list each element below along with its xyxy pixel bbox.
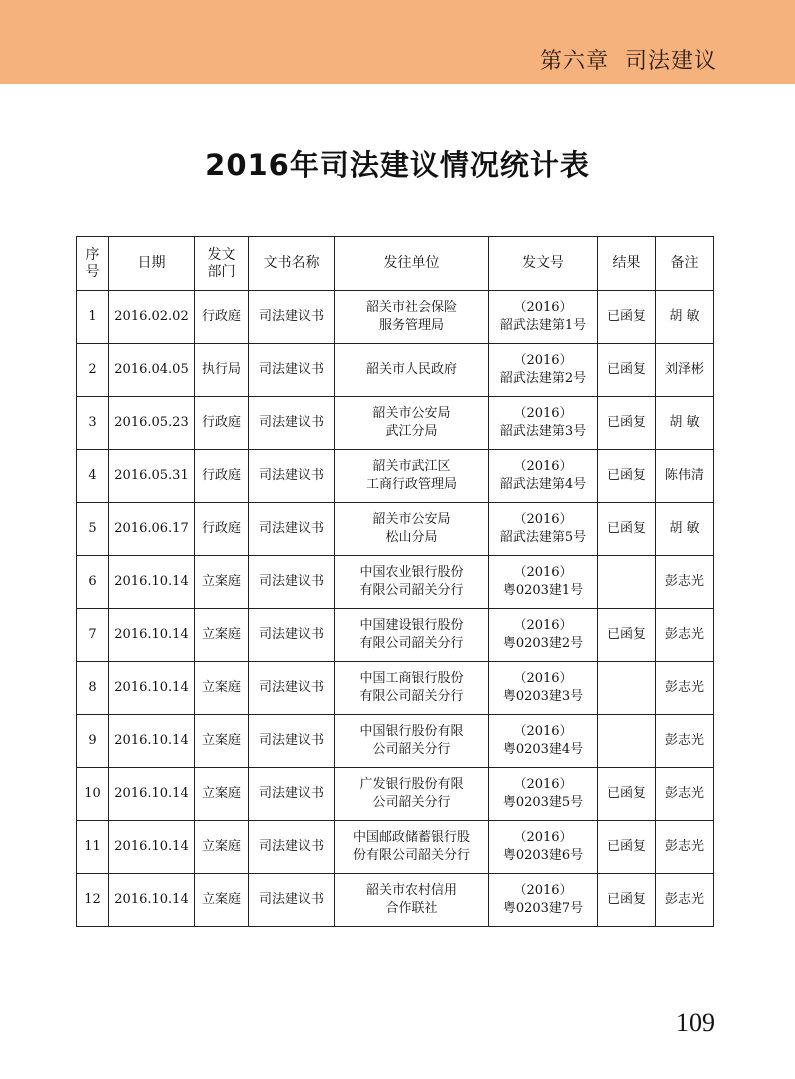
cell-doc-name: 司法建议书 xyxy=(249,609,335,662)
cell-doc-name: 司法建议书 xyxy=(249,768,335,821)
cell-note: 陈伟清 xyxy=(656,450,714,503)
cell-result xyxy=(598,715,656,768)
cell-note: 彭志光 xyxy=(656,556,714,609)
column-header-doc-no-text: 发文号 xyxy=(522,255,564,271)
cell-result: 已函复 xyxy=(598,609,656,662)
table-row xyxy=(77,768,714,821)
cell-dept: 立案庭 xyxy=(195,715,249,768)
cell-note: 胡 敏 xyxy=(656,503,714,556)
cell-dept: 执行局 xyxy=(195,344,249,397)
cell-dept: 立案庭 xyxy=(195,609,249,662)
cell-recipient: 中国邮政储蓄银行股 份有限公司韶关分行 xyxy=(335,821,489,874)
cell-date: 2016.06.17 xyxy=(109,503,195,556)
cell-doc-no: （2016） 韶武法建第1号 xyxy=(489,291,598,344)
column-header-result xyxy=(598,237,656,291)
cell-no: 3 xyxy=(77,397,109,450)
cell-date: 2016.10.14 xyxy=(109,662,195,715)
cell-dept: 行政庭 xyxy=(195,397,249,450)
column-header-note-text: 备注 xyxy=(670,255,699,271)
cell-result: 已函复 xyxy=(598,768,656,821)
cell-dept: 行政庭 xyxy=(195,503,249,556)
cell-note: 彭志光 xyxy=(656,715,714,768)
cell-doc-no: （2016） 韶武法建第5号 xyxy=(489,503,598,556)
cell-date: 2016.10.14 xyxy=(109,874,195,927)
cell-recipient: 韶关市武江区 工商行政管理局 xyxy=(335,450,489,503)
cell-doc-name: 司法建议书 xyxy=(249,291,335,344)
cell-dept: 行政庭 xyxy=(195,291,249,344)
column-header-dept xyxy=(195,237,249,291)
cell-recipient: 韶关市公安局 武江分局 xyxy=(335,397,489,450)
cell-doc-no: （2016） 粤0203建5号 xyxy=(489,768,598,821)
cell-date: 2016.02.02 xyxy=(109,291,195,344)
cell-doc-name: 司法建议书 xyxy=(249,556,335,609)
table-row xyxy=(77,556,714,609)
cell-result: 已函复 xyxy=(598,450,656,503)
column-header-no xyxy=(77,237,109,291)
cell-result: 已函复 xyxy=(598,821,656,874)
column-header-dept-text: 发文 部门 xyxy=(207,246,236,280)
cell-recipient: 中国工商银行股份 有限公司韶关分行 xyxy=(335,662,489,715)
table-row xyxy=(77,344,714,397)
cell-recipient: 韶关市公安局 松山分局 xyxy=(335,503,489,556)
cell-recipient: 韶关市人民政府 xyxy=(335,344,489,397)
cell-doc-name: 司法建议书 xyxy=(249,821,335,874)
cell-result: 已函复 xyxy=(598,503,656,556)
chapter-header-band xyxy=(0,0,795,84)
column-header-date-text: 日期 xyxy=(137,255,166,271)
cell-no: 12 xyxy=(77,874,109,927)
column-header-doc-name xyxy=(249,237,335,291)
table-row xyxy=(77,503,714,556)
cell-recipient: 中国农业银行股份 有限公司韶关分行 xyxy=(335,556,489,609)
cell-note: 彭志光 xyxy=(656,662,714,715)
cell-doc-no: （2016） 韶武法建第3号 xyxy=(489,397,598,450)
cell-doc-no: （2016） 粤0203建1号 xyxy=(489,556,598,609)
cell-date: 2016.10.14 xyxy=(109,821,195,874)
cell-doc-no: （2016） 粤0203建4号 xyxy=(489,715,598,768)
cell-dept: 立案庭 xyxy=(195,556,249,609)
cell-doc-name: 司法建议书 xyxy=(249,344,335,397)
cell-no: 9 xyxy=(77,715,109,768)
column-header-date xyxy=(109,237,195,291)
column-header-doc-name-text: 文书名称 xyxy=(263,255,320,271)
cell-date: 2016.10.14 xyxy=(109,609,195,662)
cell-date: 2016.04.05 xyxy=(109,344,195,397)
table-row xyxy=(77,874,714,927)
cell-date: 2016.05.31 xyxy=(109,450,195,503)
chapter-title: 第六章 司法建议 xyxy=(540,49,717,74)
cell-doc-name: 司法建议书 xyxy=(249,874,335,927)
table-row xyxy=(77,609,714,662)
cell-doc-name: 司法建议书 xyxy=(249,503,335,556)
cell-no: 4 xyxy=(77,450,109,503)
cell-doc-no: （2016） 韶武法建第2号 xyxy=(489,344,598,397)
cell-no: 10 xyxy=(77,768,109,821)
column-header-recipient xyxy=(335,237,489,291)
cell-no: 7 xyxy=(77,609,109,662)
cell-doc-no: （2016） 粤0203建2号 xyxy=(489,609,598,662)
cell-dept: 立案庭 xyxy=(195,821,249,874)
cell-doc-no: （2016） 韶武法建第4号 xyxy=(489,450,598,503)
table-row xyxy=(77,291,714,344)
cell-no: 11 xyxy=(77,821,109,874)
cell-doc-name: 司法建议书 xyxy=(249,450,335,503)
cell-recipient: 广发银行股份有限 公司韶关分行 xyxy=(335,768,489,821)
cell-doc-name: 司法建议书 xyxy=(249,662,335,715)
cell-dept: 立案庭 xyxy=(195,768,249,821)
cell-result xyxy=(598,556,656,609)
cell-dept: 行政庭 xyxy=(195,450,249,503)
cell-doc-name: 司法建议书 xyxy=(249,715,335,768)
column-header-doc-no xyxy=(489,237,598,291)
cell-note: 胡 敏 xyxy=(656,397,714,450)
cell-recipient: 中国建设银行股份 有限公司韶关分行 xyxy=(335,609,489,662)
cell-dept: 立案庭 xyxy=(195,874,249,927)
table-header-row xyxy=(77,237,714,291)
cell-no: 8 xyxy=(77,662,109,715)
cell-doc-no: （2016） 粤0203建3号 xyxy=(489,662,598,715)
cell-no: 5 xyxy=(77,503,109,556)
cell-date: 2016.05.23 xyxy=(109,397,195,450)
cell-result: 已函复 xyxy=(598,874,656,927)
table-row xyxy=(77,450,714,503)
cell-dept: 立案庭 xyxy=(195,662,249,715)
cell-no: 6 xyxy=(77,556,109,609)
cell-note: 胡 敏 xyxy=(656,291,714,344)
table-row xyxy=(77,821,714,874)
column-header-recipient-text: 发往单位 xyxy=(383,255,440,271)
cell-date: 2016.10.14 xyxy=(109,556,195,609)
cell-note: 彭志光 xyxy=(656,821,714,874)
cell-recipient: 韶关市社会保险 服务管理局 xyxy=(335,291,489,344)
page-title: 2016年司法建议情况统计表 xyxy=(205,148,590,182)
cell-note: 彭志光 xyxy=(656,768,714,821)
table-body xyxy=(77,291,714,927)
cell-no: 2 xyxy=(77,344,109,397)
cell-result: 已函复 xyxy=(598,291,656,344)
cell-recipient: 中国银行股份有限 公司韶关分行 xyxy=(335,715,489,768)
table-row xyxy=(77,662,714,715)
cell-result xyxy=(598,662,656,715)
cell-date: 2016.10.14 xyxy=(109,768,195,821)
page-number: 109 xyxy=(676,1008,715,1037)
table-row xyxy=(77,397,714,450)
cell-result: 已函复 xyxy=(598,344,656,397)
cell-doc-no: （2016） 粤0203建7号 xyxy=(489,874,598,927)
cell-result: 已函复 xyxy=(598,397,656,450)
column-header-note xyxy=(656,237,714,291)
cell-recipient: 韶关市农村信用 合作联社 xyxy=(335,874,489,927)
cell-note: 刘泽彬 xyxy=(656,344,714,397)
cell-doc-no: （2016） 粤0203建6号 xyxy=(489,821,598,874)
cell-no: 1 xyxy=(77,291,109,344)
cell-note: 彭志光 xyxy=(656,874,714,927)
table-row xyxy=(77,715,714,768)
cell-note: 彭志光 xyxy=(656,609,714,662)
column-header-result-text: 结果 xyxy=(612,255,641,271)
cell-doc-name: 司法建议书 xyxy=(249,397,335,450)
statistics-table xyxy=(76,236,714,927)
column-header-no-text: 序 号 xyxy=(85,246,100,280)
cell-date: 2016.10.14 xyxy=(109,715,195,768)
